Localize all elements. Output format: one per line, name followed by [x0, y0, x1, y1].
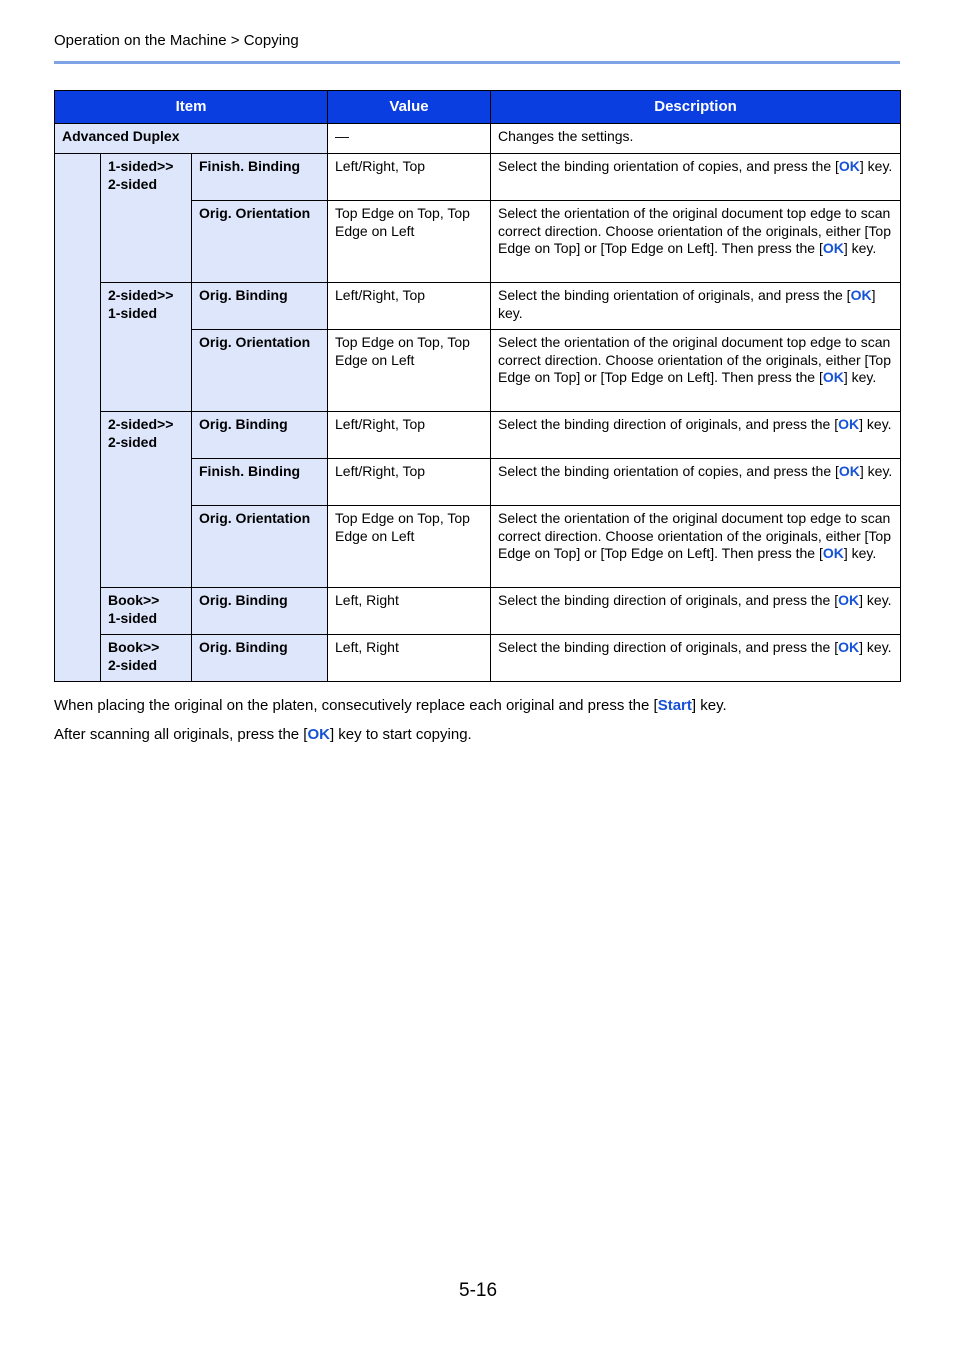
settings-table — [54, 90, 901, 682]
value-cell: — — [328, 124, 491, 154]
ok-key-label: OK — [822, 545, 844, 562]
table-row — [55, 635, 901, 682]
description-text: Select the binding orientation of originals, and press the [ — [498, 287, 851, 303]
page-number: 5-16 — [459, 1280, 498, 1301]
description-text: Select the binding direction of originals, and press the [ — [498, 416, 839, 432]
note-text: ] key. — [691, 697, 727, 714]
ok-key-label: OK — [822, 240, 844, 257]
ok-key-label: OK — [850, 287, 872, 303]
description-text: ] key. — [859, 592, 892, 608]
ok-key-label: OK — [822, 369, 844, 386]
mode-group-cell — [101, 588, 192, 635]
table-row — [55, 124, 901, 154]
value-cell: Left/Right, Top — [328, 283, 491, 330]
value-cell: Left/Right, Top — [328, 459, 491, 506]
description-cell — [491, 588, 901, 635]
value-cell: Left, Right — [328, 635, 491, 682]
description-text: Select the orientation of the original document top edge to scan correct direction. Choose orientation of the originals, either [Top Edge on Top] or [Top Edge on Left]. Then press the [ — [498, 205, 892, 257]
description-text: Select the binding orientation of copies, and press the [ — [498, 158, 839, 174]
value-cell: Left/Right, Top — [328, 412, 491, 459]
ok-key-label: OK — [838, 463, 860, 479]
description-text: ] key. — [843, 240, 877, 257]
description-text: ] key. — [859, 463, 893, 479]
table-row — [55, 154, 901, 201]
note-scanning — [54, 726, 472, 744]
start-key-label: Start — [657, 697, 692, 714]
description-text: ] key. — [859, 158, 893, 174]
description-text: ] key. — [859, 416, 892, 432]
item-cell: Orig. Binding — [192, 635, 328, 682]
note-text: ] key to start copying. — [329, 726, 472, 743]
column-header-item: Item — [55, 91, 328, 124]
mode-label-line2: 1-sided — [108, 304, 158, 321]
description-text: Select the binding direction of originals, and press the [ — [498, 639, 839, 655]
item-cell: Finish. Binding — [192, 154, 328, 201]
value-cell: Left, Right — [328, 588, 491, 635]
description-text: Select the binding direction of originals, and press the [ — [498, 592, 839, 608]
description-text: Select the orientation of the original document top edge to scan correct direction. Choose orientation of the originals, either [Top Edge on Top] or [Top Edge on Left]. Then press the [ — [498, 510, 892, 562]
mode-label-line2: 1-sided — [108, 609, 158, 626]
mode-label-line1: 1-sided>> — [108, 158, 174, 174]
table-row — [55, 283, 901, 330]
description-text: ] key. — [843, 369, 877, 386]
breadcrumb: Operation on the Machine > Copying — [54, 32, 299, 49]
description-cell — [491, 459, 901, 506]
item-cell: Advanced Duplex — [55, 124, 328, 154]
description-cell — [491, 154, 901, 201]
description-text: ] key. — [859, 639, 892, 655]
description-cell — [491, 506, 901, 588]
mode-label-line2: 2-sided — [108, 175, 158, 192]
column-header-description: Description — [491, 91, 901, 124]
description-cell — [491, 635, 901, 682]
note-text: When placing the original on the platen, consecutively replace each original and press the [ — [54, 697, 658, 714]
ok-key-label: OK — [838, 416, 860, 432]
column-header-value: Value — [328, 91, 491, 124]
mode-label-line1: 2-sided>> — [108, 416, 174, 432]
description-text: ] key. — [843, 545, 877, 562]
ok-key-label: OK — [838, 158, 860, 174]
item-cell: Orig. Binding — [192, 412, 328, 459]
value-cell: Left/Right, Top — [328, 154, 491, 201]
indent-cell — [55, 154, 101, 682]
mode-label-line1: 2-sided>> — [108, 287, 174, 303]
value-cell: Top Edge on Top, Top Edge on Left — [328, 201, 491, 283]
item-cell: Orig. Binding — [192, 588, 328, 635]
mode-label-line2: 2-sided — [108, 433, 158, 450]
item-cell: Orig. Binding — [192, 283, 328, 330]
item-cell: Orig. Orientation — [192, 201, 328, 283]
item-cell: Orig. Orientation — [192, 506, 328, 588]
item-cell: Finish. Binding — [192, 459, 328, 506]
ok-key-label: OK — [838, 592, 860, 608]
description-cell — [491, 283, 901, 330]
table-row — [55, 412, 901, 459]
description-cell — [491, 330, 901, 412]
description-cell — [491, 412, 901, 459]
mode-group-cell — [101, 154, 192, 283]
description-text: ] key. — [498, 287, 876, 321]
description-cell: Changes the settings. — [491, 124, 901, 154]
mode-group-cell — [101, 283, 192, 412]
ok-key-label: OK — [838, 639, 860, 655]
mode-group-cell — [101, 635, 192, 682]
value-cell: Top Edge on Top, Top Edge on Left — [328, 330, 491, 412]
note-text: After scanning all originals, press the [ — [54, 726, 308, 743]
table-header-row — [55, 91, 901, 124]
mode-label-line1: Book>> — [108, 639, 160, 655]
description-text: Select the binding orientation of copies, and press the [ — [498, 463, 839, 479]
note-platen — [54, 697, 727, 715]
description-cell — [491, 201, 901, 283]
mode-label-line1: Book>> — [108, 592, 160, 608]
mode-label-line2: 2-sided — [108, 656, 158, 673]
description-text: Select the orientation of the original document top edge to scan correct direction. Choose orientation of the originals, either [Top Edge on Top] or [Top Edge on Left]. Then press the [ — [498, 334, 892, 386]
table-row — [55, 588, 901, 635]
header-divider — [54, 61, 900, 64]
ok-key-label: OK — [307, 726, 330, 743]
item-cell: Orig. Orientation — [192, 330, 328, 412]
mode-group-cell — [101, 412, 192, 588]
table-body — [55, 124, 901, 682]
value-cell: Top Edge on Top, Top Edge on Left — [328, 506, 491, 588]
